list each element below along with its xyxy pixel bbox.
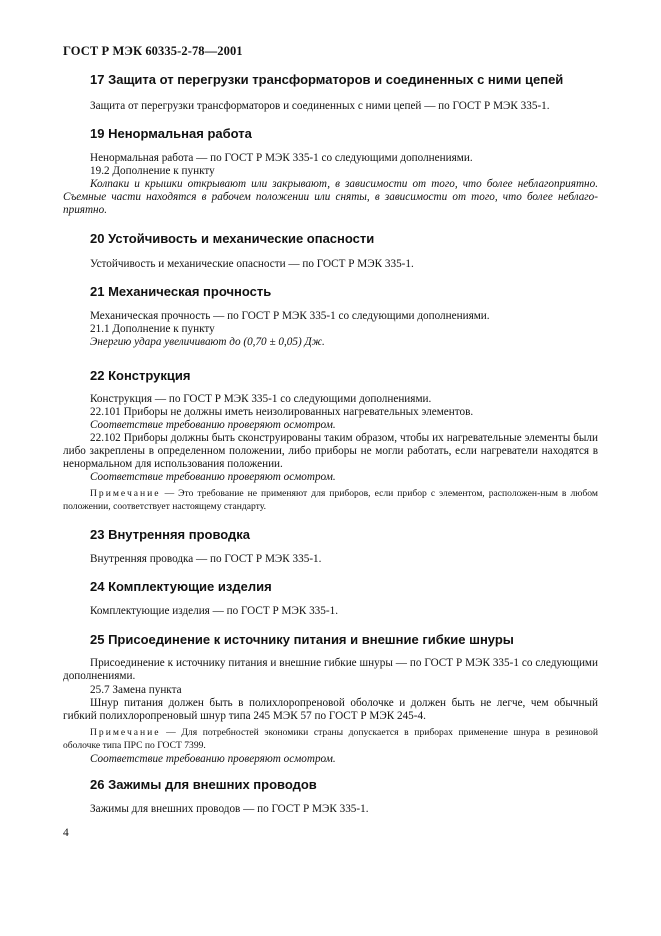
section-25-note [63, 727, 598, 752]
document-header: ГОСТ Р МЭК 60335-2-78—2001 [63, 44, 243, 58]
section-19-italic: Колпаки и крышки открывают или закрывают, в зависимости от того, что более неблагоприятно. Съемные части находятся в рабочем положении или сняты, в зависимости от того, что более неблаго-приятно. [63, 178, 598, 216]
section-23-text: Внутренняя проводка — по ГОСТ Р МЭК 335-1. [90, 553, 322, 565]
section-22-note [63, 488, 598, 513]
section-25-sub: 25.7 Замена пункта [90, 684, 182, 696]
section-19-sub: 19.2 Дополнение к пункту [90, 165, 215, 177]
section-25-7-text: Шнур питания должен быть в полихлоропреновой оболочке и должен быть не легче, чем обычный гибкий полихлоропреновый шнур типа 245 МЭК 57 по ГОСТ Р МЭК 245-4. [63, 697, 598, 722]
section-25-text: Присоединение к источнику питания и внешние гибкие шнуры — по ГОСТ Р МЭК 335-1 со следующими дополнениями. [63, 657, 598, 682]
section-22-text: Конструкция — по ГОСТ Р МЭК 335-1 со следующими дополнениями. [90, 393, 432, 405]
note-text: — Для потребностей экономики страны допускается в приборах применение шнура в резиновой оболочке типа ПРС по ГОСТ 7399. [63, 727, 598, 751]
section-26-title: 26 Зажимы для внешних проводов [90, 777, 317, 792]
section-26-text: Зажимы для внешних проводов — по ГОСТ Р МЭК 335-1. [90, 803, 369, 815]
section-22-check-2: Соответствие требованию проверяют осмотром. [90, 471, 336, 483]
section-21-text: Механическая прочность — по ГОСТ Р МЭК 335-1 со следующими дополнениями. [90, 310, 490, 322]
section-20-title: 20 Устойчивость и механические опасности [90, 231, 375, 246]
section-21-italic: Энергию удара увеличивают до (0,70 ± 0,05) Дж. [90, 336, 325, 348]
section-17-text: Защита от перегрузки трансформаторов и соединенных с ними цепей — по ГОСТ Р МЭК 335-1. [90, 100, 550, 112]
note-label: Примечание [90, 727, 161, 738]
section-25-check: Соответствие требованию проверяют осмотром. [90, 753, 336, 765]
section-22-101: 22.101 Приборы не должны иметь неизолированных нагревательных элементов. [90, 406, 474, 418]
section-24-title: 24 Комплектующие изделия [90, 579, 272, 594]
section-24-text: Комплектующие изделия — по ГОСТ Р МЭК 335-1. [90, 605, 338, 617]
section-25-title: 25 Присоединение к источнику питания и внешние гибкие шнуры [90, 632, 514, 647]
section-19-title: 19 Ненормальная работа [90, 126, 252, 141]
note-text: — Это требование не применяют для приборов, если прибор с элементом, расположен-ным в любом положении, соответствует настоящему стандарту. [63, 488, 598, 512]
section-22-title: 22 Конструкция [90, 368, 191, 383]
section-22-check-1: Соответствие требованию проверяют осмотром. [90, 419, 336, 431]
section-21-sub: 21.1 Дополнение к пункту [90, 323, 215, 335]
section-20-text: Устойчивость и механические опасности — по ГОСТ Р МЭК 335-1. [90, 258, 414, 270]
section-17-title: 17 Защита от перегрузки трансформаторов и соединенных с ними цепей [90, 72, 564, 87]
section-21-title: 21 Механическая прочность [90, 284, 272, 299]
section-19-text: Ненормальная работа — по ГОСТ Р МЭК 335-1 со следующими дополнениями. [90, 152, 473, 164]
section-23-title: 23 Внутренняя проводка [90, 527, 251, 542]
section-22-102: 22.102 Приборы должны быть сконструированы таким образом, чтобы их нагревательные элементы были либо закреплены в определенном положении, либо приборы не могли работать, если нагреватели находятся в ненормальном для использования положении. [63, 432, 598, 470]
note-label: Примечание [90, 488, 161, 499]
page-number: 4 [63, 827, 69, 839]
